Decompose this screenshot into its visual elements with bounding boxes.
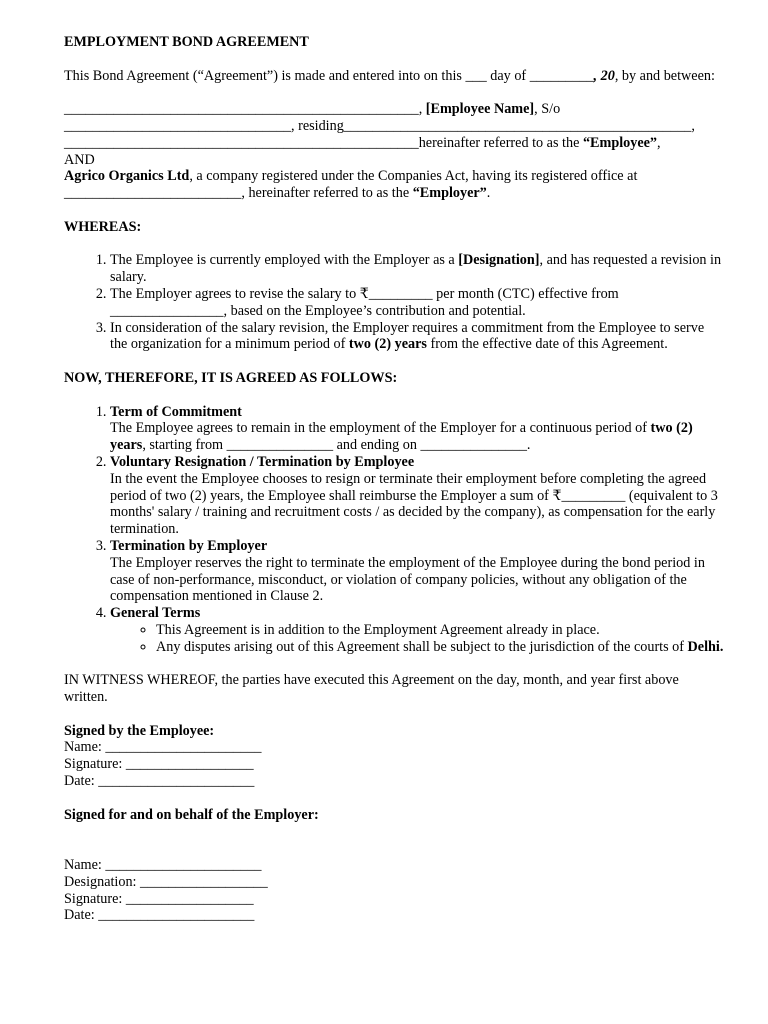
document-title: EMPLOYMENT BOND AGREEMENT bbox=[64, 34, 309, 50]
whereas-item bbox=[110, 320, 724, 354]
whereas-item: 2. The Employer agrees to revise the salary to ₹_________ per month (CTC) effective from ________________, based on the Employee’s contribution and potential. bbox=[110, 286, 724, 320]
intro-text-end: , by and between: bbox=[614, 67, 715, 84]
clause-item bbox=[110, 404, 724, 454]
employee-name-blank: __________________________________________________, bbox=[64, 101, 426, 118]
employer-designation-line: Designation: __________________ bbox=[64, 873, 268, 890]
clause-item bbox=[110, 454, 724, 538]
intro-paragraph bbox=[64, 68, 724, 85]
witness-paragraph: IN WITNESS WHEREOF, the parties have executed this Agreement on the day, month, and year first above written. bbox=[64, 672, 679, 706]
employee-date-line: Date: ______________________ bbox=[64, 773, 255, 790]
employee-line-3 bbox=[64, 135, 724, 152]
employee-party-block bbox=[64, 101, 724, 151]
employer-party-block bbox=[64, 168, 724, 202]
employer-term: “Employer” bbox=[412, 185, 487, 202]
clause-1-text: The Employee agrees to remain in the employment of the Employer for a continuous period of bbox=[110, 420, 651, 437]
clause-1-end: , starting from _______________ and ending on _______________. bbox=[142, 437, 531, 454]
employer-text-2: _________________________, hereinafter referred to as the bbox=[64, 185, 413, 202]
clause-item bbox=[110, 538, 724, 605]
general-terms-list bbox=[110, 622, 724, 656]
whereas-item-3-term: two (2) years bbox=[348, 336, 427, 353]
document-page bbox=[64, 34, 724, 924]
employee-line-2: ________________________________, residing_________________________________________________, bbox=[64, 117, 695, 134]
general-term-item bbox=[156, 639, 724, 656]
clause-4-title: General Terms bbox=[110, 605, 201, 622]
clause-3-text: The Employer reserves the right to terminate the employment of the Employee during the bond period in case of non-performance, misconduct, or violation of company policies, without any obligation of the compensation mentioned in Clause 2. bbox=[110, 554, 705, 605]
company-name: Agrico Organics Ltd bbox=[64, 168, 190, 185]
employee-name-placeholder: [Employee Name] bbox=[425, 101, 535, 118]
employer-signature-line: Signature: __________________ bbox=[64, 890, 254, 907]
intro-year: , 20 bbox=[593, 67, 615, 84]
employee-signature-line: Signature: __________________ bbox=[64, 756, 254, 773]
intro-text-start: This Bond Agreement (“Agreement”) is made and entered into on this ___ day of _________ bbox=[64, 67, 594, 84]
employer-signature-block bbox=[64, 807, 724, 925]
whereas-item-3-text: In consideration of the salary revision, the Employer requires a commitment from the Employee to serve the organization for a minimum period of bbox=[110, 319, 705, 353]
whereas-item-1-end: , and has requested a revision in salary. bbox=[110, 252, 722, 286]
clause-1-term: two (2) years bbox=[110, 420, 693, 454]
jurisdiction-city: Delhi. bbox=[687, 638, 724, 655]
whereas-item-1-text: The Employee is currently employed with the Employer as a bbox=[110, 252, 459, 269]
clause-1-title: Term of Commitment bbox=[110, 403, 242, 420]
clause-item bbox=[110, 605, 724, 655]
employee-line-3-end: , bbox=[657, 134, 661, 151]
employer-text-1: , a company registered under the Companies Act, having its registered office at bbox=[189, 168, 638, 185]
agreed-heading: NOW, THEREFORE, IT IS AGREED AS FOLLOWS: bbox=[64, 369, 398, 386]
employee-term: “Employee” bbox=[582, 134, 658, 151]
whereas-item bbox=[110, 252, 724, 286]
employee-address-blank: __________________________________________________hereinafter referred to as the bbox=[64, 134, 583, 151]
clause-2-title: Voluntary Resignation / Termination by Employee bbox=[110, 453, 415, 470]
general-term-item: ◦ This Agreement is in addition to the Employment Agreement already in place. bbox=[156, 622, 724, 639]
employee-line-1 bbox=[64, 101, 724, 118]
and-label: AND bbox=[64, 151, 95, 168]
employer-sign-heading: Signed for and on behalf of the Employer: bbox=[64, 806, 319, 823]
employer-date-line: Date: ______________________ bbox=[64, 907, 255, 924]
employee-signature-block bbox=[64, 723, 724, 790]
employee-name-line: Name: ______________________ bbox=[64, 739, 262, 756]
clauses-list bbox=[64, 404, 724, 656]
employer-end: . bbox=[486, 185, 491, 202]
whereas-heading: WHEREAS: bbox=[64, 218, 142, 235]
clause-2-text: In the event the Employee chooses to resign or terminate their employment before completing the agreed period of two (2) years, the Employee shall reimburse the Employer a sum of ₹_________ (equivalent to 3 months' salary / training and recruitment costs / as decided by the company), as compensation for the early termination. bbox=[110, 470, 718, 538]
employee-sign-heading: Signed by the Employee: bbox=[64, 722, 215, 739]
designation-placeholder: [Designation] bbox=[458, 252, 540, 269]
whereas-list bbox=[64, 252, 724, 353]
employer-name-line: Name: ______________________ bbox=[64, 857, 262, 874]
employee-so-label: , S/o bbox=[534, 101, 561, 118]
general-term-2-text: Any disputes arising out of this Agreement shall be subject to the jurisdiction of the courts of bbox=[156, 638, 688, 655]
whereas-item-3-end: from the effective date of this Agreement. bbox=[426, 336, 668, 353]
clause-3-title: Termination by Employer bbox=[110, 537, 268, 554]
